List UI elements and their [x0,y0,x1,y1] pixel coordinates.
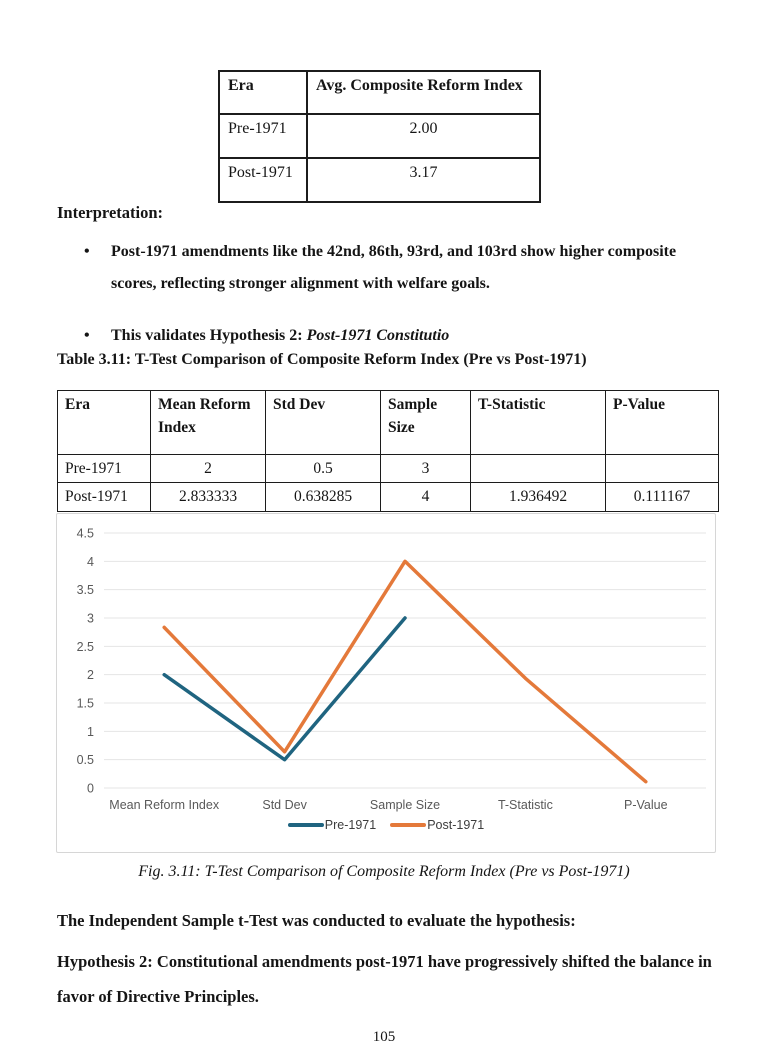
table-cell: 2.00 [307,114,540,158]
table-cell [606,455,719,483]
table-cell: 3 [381,455,471,483]
bullet-text [111,320,686,352]
table-cell: 3.17 [307,158,540,202]
page-number: 105 [372,1029,396,1045]
y-tick-label: 1.5 [76,696,94,711]
legend-label: Pre-1971 [324,818,377,832]
list-item [84,320,704,352]
x-category-label: T-Statistic [497,798,553,812]
y-tick-label: 2.5 [76,639,94,654]
y-tick-label: 2 [87,668,94,683]
table-cell: Pre-1971 [58,455,151,483]
chart-legend [57,818,715,832]
bullet-icon: • [84,327,90,344]
y-tick-label: 0.5 [76,753,94,768]
figure-caption: Fig. 3.11: T-Test Comparison of Composite Reform Index (Pre vs Post-1971) [138,863,630,880]
table-header-cell: Std Dev [266,391,381,455]
series-line-post-1971 [164,561,646,781]
bullet-text: Post-1971 amendments like the 42nd, 86th, 93rd, and 103rd show higher composite scores, reflecting stronger alignment with welfare goals. [111,243,677,292]
table-cell: 0.638285 [266,483,381,511]
table-caption: Table 3.11: T-Test Comparison of Composite Reform Index (Pre vs Post-1971) [57,351,587,368]
summary-table [218,70,541,203]
table-header-cell: Mean Reform Index [151,391,266,455]
table-header-cell: Sample Size [381,391,471,455]
table-cell: 2.833333 [151,483,266,511]
table-header-cell: Avg. Composite Reform Index [307,71,540,114]
table-cell: Post-1971 [219,158,307,202]
body-paragraph: Hypothesis 2: Constitutional amendments post-1971 have progressively shifted the balance in favor of Directive Principles. [57,952,712,1007]
ttest-table [57,390,719,512]
y-tick-label: 4 [87,554,94,569]
series-line-pre-1971 [164,618,405,760]
bullet-text-italic: Post-1971 Constitutio [306,327,450,344]
table-cell: Pre-1971 [219,114,307,158]
y-tick-label: 0 [87,781,94,796]
table-header-cell: T-Statistic [471,391,606,455]
table-cell: 0.111167 [606,483,719,511]
table-row [219,158,540,202]
y-tick-label: 1 [87,724,94,739]
x-category-label: P-Value [624,798,668,812]
table-header-row [58,391,719,455]
legend-item-pre-1971 [288,818,376,832]
table-header-row [219,71,540,114]
x-category-label: Sample Size [369,798,441,812]
x-category-label: Std Dev [262,798,307,812]
table-header-cell: Era [219,71,307,114]
table-row [58,455,719,483]
interpretation-heading: Interpretation: [57,203,164,222]
table-cell: 2 [151,455,266,483]
table-row [58,483,719,511]
y-tick-label: 4.5 [76,526,94,541]
table-row [219,114,540,158]
legend-line-swatch [288,823,324,827]
chart-plot-area [57,514,715,816]
y-tick-label: 3 [87,611,94,626]
table-cell: 1.936492 [471,483,606,511]
table-header-cell: Era [58,391,151,455]
ttest-line-chart [56,513,716,853]
legend-label: Post-1971 [427,818,485,832]
table-cell: 4 [381,483,471,511]
body-paragraph: The Independent Sample t-Test was conducted to evaluate the hypothesis: [57,911,576,930]
table-cell: 0.5 [266,455,381,483]
bullet-icon: • [84,243,90,260]
table-cell: Post-1971 [58,483,151,511]
bullet-text-prefix: This validates Hypothesis 2: [111,327,307,344]
table-header-cell: P-Value [606,391,719,455]
y-tick-label: 3.5 [76,583,94,598]
legend-line-swatch [390,823,426,827]
table-cell [471,455,606,483]
x-category-label: Mean Reform Index [109,798,220,812]
legend-item-post-1971 [390,818,484,832]
list-item [84,236,704,300]
